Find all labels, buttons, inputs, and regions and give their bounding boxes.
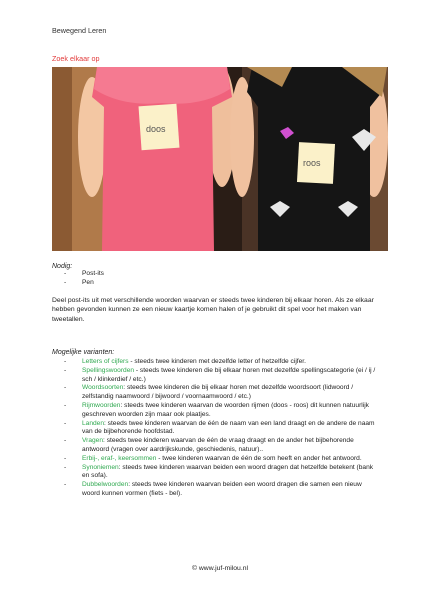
variant-name: Spellingswoorden — [82, 366, 135, 374]
photo-two-children — [52, 67, 388, 251]
variant-item: - Landen: steeds twee kinderen waarvan de één de naam van een land draagt en de andere de naam van de bijbehorende hoofdstad. — [62, 420, 380, 438]
variants-title: Mogelijke varianten: — [52, 349, 115, 356]
header-title: Bewegend Leren — [52, 26, 107, 35]
note-right-text: roos — [303, 158, 321, 168]
variant-name: Synoniemen — [82, 463, 119, 471]
needs-list — [62, 270, 104, 288]
variant-item: - Erbij-, eraf-, keersommen - twee kinderen waarvan de één de som heeft en ander het antwoord. — [62, 455, 380, 464]
variant-item: - Rijmwoorden: steeds twee kinderen waarvan de woorden rijmen (doos - roos) dit kunnen natuurlijk geschreven woorden zijn maar ook plaatjes. — [62, 402, 380, 420]
variant-item: - Dubbelwoorden: steeds twee kinderen waarvan beiden een woord dragen die samen een nieuw woord kunnen vormen (fiets - bel). — [62, 481, 380, 499]
variants-list — [62, 358, 380, 499]
variant-item: - Spellingswoorden - steeds twee kinderen die bij elkaar horen met dezelfde spellingscategorie (ei / ij / sch / klinkerdief / etc.) — [62, 367, 380, 385]
needs-item: - Pen — [62, 279, 104, 288]
note-left-text: doos — [146, 124, 166, 134]
variant-item: - Vragen: steeds twee kinderen waarvan de één de vraag draagt en de ander het bijbehorende antwoord (vragen over aardrijkskunde, geschiedenis, natuur).. — [62, 437, 380, 455]
variant-name: Rijmwoorden — [82, 401, 121, 409]
footer-copyright: © www.juf-milou.nl — [192, 565, 248, 572]
variant-name: Letters of cijfers — [82, 358, 129, 365]
variant-item: - Synoniemen: steeds twee kinderen waarvan beiden een woord dragen dat hetzelfde betekent (bank en sofa). — [62, 464, 380, 482]
variant-name: Erbij-, eraf-, keersommen — [82, 454, 157, 462]
needs-item: - Post-its — [62, 270, 104, 279]
intro-paragraph: Deel post-its uit met verschillende woorden waarvan er steeds twee kinderen bij elkaar horen. Als ze elkaar hebben gevonden kunnen ze een nieuw kaartje komen halen of je gebruikt dit spel voor het maken van tweetallen. — [52, 297, 374, 323]
variant-name: Dubbelwoorden — [82, 481, 129, 489]
variant-name: Woordsoorten — [82, 384, 124, 392]
needs-title: Nodig: — [52, 263, 73, 270]
section-title: Zoek elkaar op — [52, 54, 100, 63]
variant-item: - Woordsoorten: steeds twee kinderen die bij elkaar horen met dezelfde woordsoort (lidwoord / zelfstandig naamwoord / bijwoord / voornaamwoord / etc.) — [62, 384, 380, 402]
variant-item: - Letters of cijfers - steeds twee kinderen met dezelfde letter of hetzelfde cijfer. — [62, 358, 380, 367]
variant-name: Landen — [82, 419, 105, 427]
variant-name: Vragen — [82, 437, 104, 445]
